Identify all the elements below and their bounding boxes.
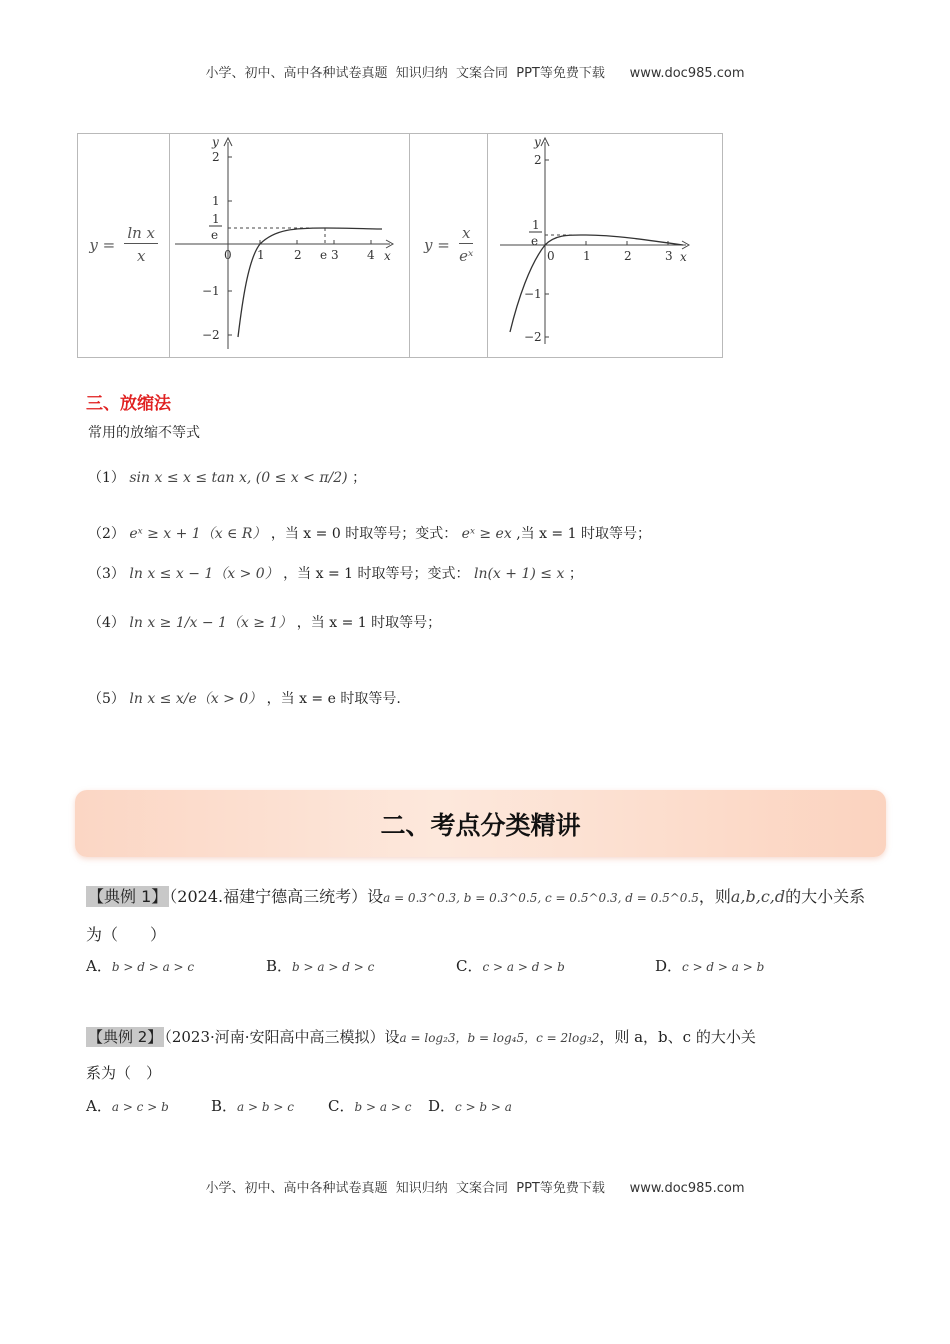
fraction [459, 223, 473, 268]
x-tick-label: 1 [257, 248, 266, 262]
y-tick-label: −1 [523, 287, 542, 301]
origin-label: 0 [224, 248, 233, 262]
option-expr: c > a > d > b [482, 960, 565, 974]
inequality-item-5 [88, 688, 401, 708]
tick-frac-num: 1 [212, 212, 221, 226]
section-subtitle: 常用的放缩不等式 [88, 425, 200, 441]
option-expr: c > d > a > b [682, 960, 765, 974]
y-tick-label: −2 [202, 328, 221, 342]
y-tick-label: 2 [533, 153, 542, 167]
item-text: ，当 x = 0 时取等号；变式： [270, 526, 458, 542]
inequality-item-3 [88, 563, 583, 583]
x-tick-label: 1 [582, 249, 591, 263]
function-graph-table [77, 133, 723, 358]
option-expr: a > b > c [237, 1100, 294, 1114]
example-source: （2023·河南·安阳高中高三模拟）设 [164, 1028, 400, 1046]
fraction-denominator: x [136, 247, 146, 265]
section-banner [75, 790, 886, 857]
origin-label: 0 [546, 249, 555, 263]
item-text: ，当 x = 1 时取等号；变式： [283, 566, 470, 582]
option-label: D． [655, 957, 683, 975]
example-tag: 【典例 2】 [88, 1028, 163, 1046]
option-label: D． [428, 1097, 456, 1115]
item-number: （1） [88, 470, 125, 486]
inequality-item-2 [88, 523, 651, 543]
x-tick-label: 2 [623, 249, 632, 263]
x-tick-label: 2 [294, 248, 303, 262]
option-label: B． [211, 1097, 238, 1115]
y-tick-label: −1 [202, 284, 221, 298]
option-label: C． [328, 1097, 355, 1115]
formula-cell-lnx-over-x [78, 134, 170, 358]
x-tick-label: 3 [331, 248, 340, 262]
item-math: ln x ≤ x − 1（x > 0） [129, 566, 279, 582]
tick-frac-den: e [211, 228, 219, 242]
item-tail: ； [568, 566, 583, 582]
formula-lhs: y = [424, 236, 450, 254]
item-math-variant: ln(x + 1) ≤ x [473, 566, 565, 582]
option-label: B． [266, 957, 293, 975]
item-text: ，当 x = 1 时取等号； [296, 615, 442, 631]
graph-cell-lnx-over-x [170, 134, 410, 358]
y-tick-label: −2 [523, 330, 542, 344]
y-tick-label: 1 [212, 194, 221, 208]
option-label: C． [456, 957, 483, 975]
item-number: （4） [88, 615, 125, 631]
graph-lnx-over-x [170, 134, 409, 357]
example-2-option-a[interactable] [86, 1095, 169, 1116]
example-2-option-c[interactable] [328, 1095, 411, 1116]
fraction [124, 223, 158, 268]
option-expr: a > c > b [111, 1100, 169, 1114]
inequality-item-4 [88, 612, 441, 632]
y-tick-label: 2 [212, 150, 221, 164]
option-label: A． [86, 957, 112, 975]
x-tick-label: e [320, 248, 328, 262]
item-tail: ； [352, 470, 367, 486]
example-2-option-b[interactable] [211, 1095, 294, 1116]
item-math: eˣ ≥ x + 1（x ∈ R） [129, 526, 267, 542]
item-text: ，当 x = e 时取等号. [266, 691, 401, 707]
x-tick-label: 3 [664, 249, 673, 263]
option-label: A． [86, 1097, 112, 1115]
example-2-question [86, 1026, 756, 1047]
example-1-option-b[interactable] [266, 955, 374, 976]
curve-x-over-ex [510, 235, 683, 332]
y-axis-label: y [212, 135, 220, 149]
example-question-part: ，则 [698, 887, 731, 906]
example-1-option-c[interactable] [456, 955, 565, 976]
option-expr: b > d > a > c [111, 960, 195, 974]
example-2-question-cont: 系为（ ） [86, 1064, 162, 1082]
graph-cell-x-over-ex [487, 134, 722, 358]
formula-cell-x-over-ex [410, 134, 488, 358]
x-axis-label: x [384, 249, 392, 263]
example-1-question-cont: 为（ ） [86, 925, 167, 944]
tick-frac-num: 1 [531, 218, 540, 232]
example-source: （2024.福建宁德高三统考）设 [169, 887, 384, 906]
item-math: ln x ≤ x/e（x > 0） [129, 691, 263, 707]
option-expr: b > a > c [354, 1100, 412, 1114]
example-1-question [86, 884, 865, 907]
item-tail: ,当 x = 1 时取等号； [516, 526, 651, 542]
formula-lhs: y = [89, 236, 116, 254]
tick-frac-den: e [530, 234, 539, 248]
x-tick-label: 4 [367, 248, 376, 262]
fraction-denominator: eˣ [459, 247, 474, 265]
example-question-part: 的大小关系 [785, 887, 866, 906]
fraction-numerator: ln x [124, 223, 158, 244]
example-given: a = log₂3，b = log₄5，c = 2log₃2 [399, 1031, 600, 1045]
item-number: （2） [88, 526, 125, 542]
option-expr: c > b > a [455, 1100, 512, 1114]
example-tag: 【典例 1】 [88, 887, 168, 906]
example-vars: a,b,c,d [730, 887, 786, 906]
example-2-option-d[interactable] [428, 1095, 512, 1116]
item-math-variant: eˣ ≥ ex [461, 526, 512, 542]
item-math: sin x ≤ x ≤ tan x, (0 ≤ x < π/2) [129, 470, 348, 486]
page-footer: 小学、初中、高中各种试卷真题 知识归纳 文案合同 PPT等免费下载 www.doc985.com [205, 1181, 745, 1196]
banner-title: 二、考点分类精讲 [380, 810, 581, 840]
fraction-numerator: x [459, 223, 473, 244]
item-number: （5） [88, 691, 125, 707]
example-1-option-a[interactable] [86, 955, 194, 976]
item-math: ln x ≥ 1/x − 1（x ≥ 1） [129, 615, 293, 631]
example-given: a = 0.3^0.3, b = 0.3^0.5, c = 0.5^0.3, d = 0.5^0.5 [383, 891, 699, 905]
example-question-part: ，则 a，b、c 的大小关 [599, 1028, 756, 1046]
x-axis-label: x [679, 250, 687, 264]
y-axis-label: y [533, 135, 541, 149]
inequality-item-1 [88, 467, 366, 487]
option-expr: b > a > d > c [292, 960, 375, 974]
section-title: 三、放缩法 [86, 394, 171, 414]
item-number: （3） [88, 566, 125, 582]
page-header: 小学、初中、高中各种试卷真题 知识归纳 文案合同 PPT等免费下载 www.doc985.com [205, 66, 745, 81]
example-1-option-d[interactable] [655, 955, 764, 976]
graph-x-over-ex [488, 134, 722, 357]
